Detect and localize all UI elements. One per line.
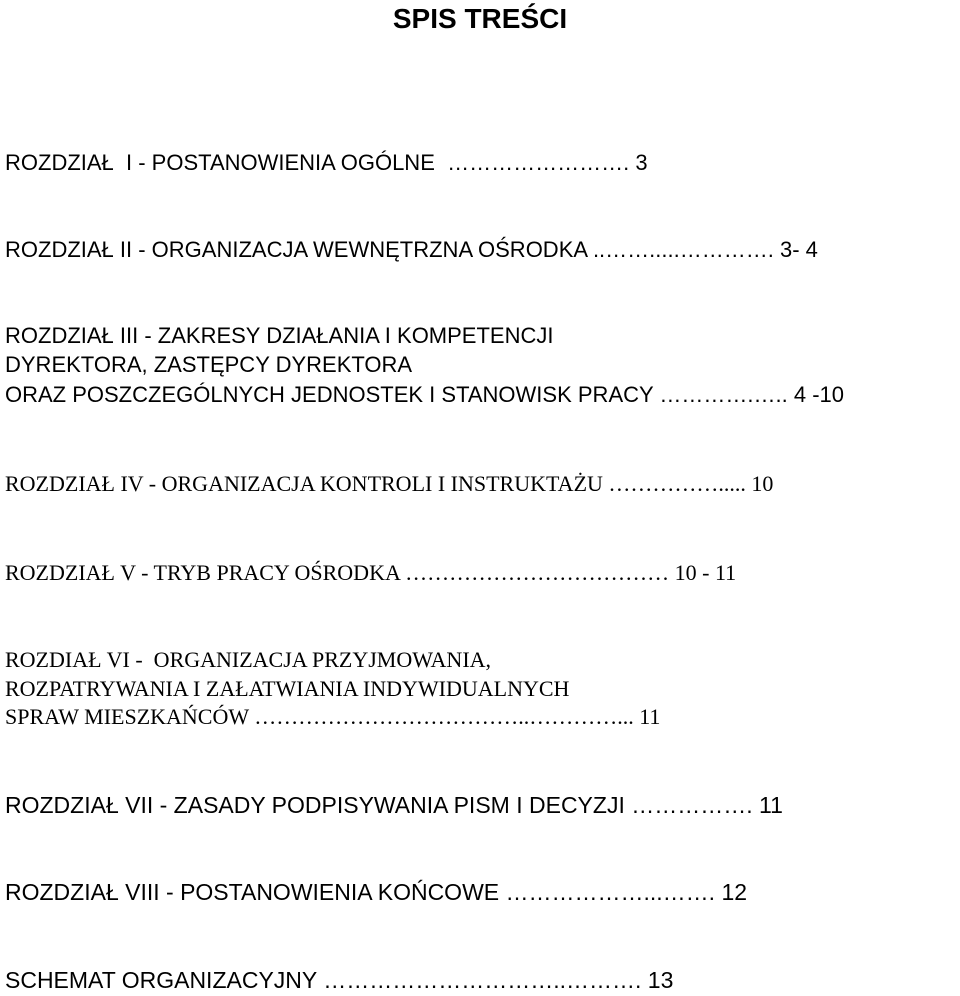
toc-entry-chapter-6-line-3[interactable]: SPRAW MIESZKAŃCÓW ………………………………..…………... 11 bbox=[5, 704, 661, 729]
toc-entry-chapter-8[interactable]: ROZDZIAŁ VIII - POSTANOWIENIA KOŃCOWE ………………...……. 12 bbox=[5, 879, 748, 905]
toc-entry-chapter-1[interactable]: ROZDZIAŁ I - POSTANOWIENIA OGÓLNE ……………………. 3 bbox=[5, 150, 648, 175]
toc-entry-chapter-7[interactable]: ROZDZIAŁ VII - ZASADY PODPISYWANIA PISM I DECYZJI ……………. 11 bbox=[5, 792, 783, 818]
toc-entry-chapter-3-line-2[interactable]: DYREKTORA, ZASTĘPCY DYREKTORA bbox=[5, 352, 413, 377]
toc-entry-chapter-2[interactable]: ROZDZIAŁ II - ORGANIZACJA WEWNĘTRZNA OŚRODKA ..…….....…………. 3- 4 bbox=[5, 237, 818, 262]
toc-entry-chapter-5[interactable]: ROZDZIAŁ V - TRYB PRACY OŚRODKA ……………………………… 10 - 11 bbox=[5, 560, 737, 585]
toc-entry-chapter-6-line-1[interactable]: ROZDIAŁ VI - ORGANIZACJA PRZYJMOWANIA, bbox=[5, 647, 492, 672]
page-title: SPIS TREŚCI bbox=[392, 3, 568, 34]
toc-entry-chapter-4[interactable]: ROZDZIAŁ IV - ORGANIZACJA KONTROLI I INSTRUKTAŻU ……………..... 10 bbox=[5, 471, 774, 496]
toc-entry-chapter-6-line-2[interactable]: ROZPATRYWANIA I ZAŁATWIANIA INDYWIDUALNYCH bbox=[5, 676, 570, 701]
toc-entry-org-chart[interactable]: SCHEMAT ORGANIZACYJNY …………………………..………. 13 bbox=[5, 967, 674, 993]
toc-entry-chapter-3-line-1[interactable]: ROZDZIAŁ III - ZAKRESY DZIAŁANIA I KOMPETENCJI bbox=[5, 323, 554, 348]
toc-entry-chapter-3-line-3[interactable]: ORAZ POSZCZEGÓLNYCH JEDNOSTEK I STANOWISK PRACY ………….….. 4 -10 bbox=[5, 382, 844, 407]
